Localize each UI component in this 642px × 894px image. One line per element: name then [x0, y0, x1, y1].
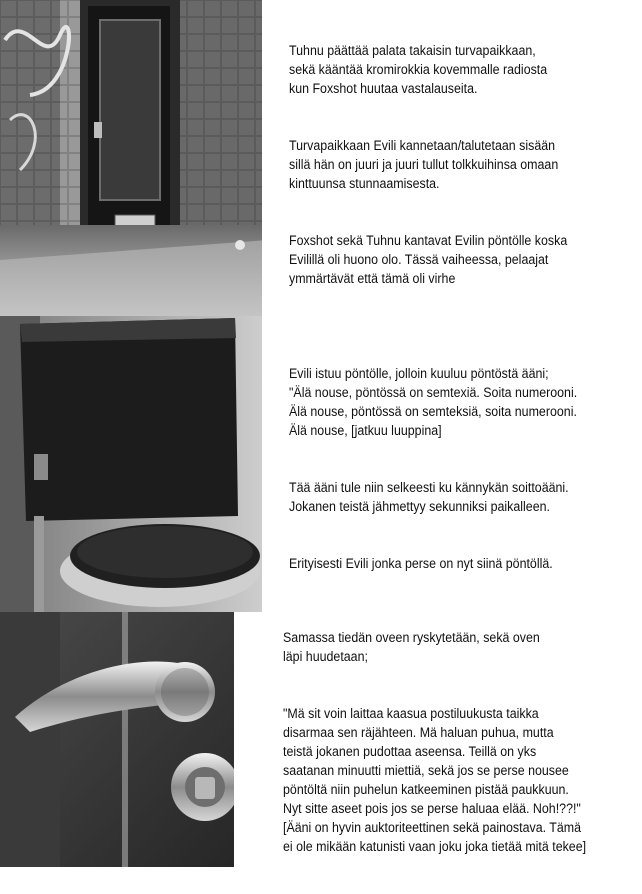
door-handle-photo — [0, 612, 240, 867]
block-2-paragraph-2: Tää ääni tule niin selkeesti ku kännykän soittoääni. Jokanen teistä jähmettyy sekunniksi paikalleen. — [289, 480, 569, 514]
block-2-paragraph-1: Evili istuu pöntölle, jolloin kuuluu pöntöstä ääni; "Älä nouse, pöntössä on semtexiä. Soita numerooni. Älä nouse, pöntössä on semteksiä, soita numerooni. Älä nouse, [jatkuu luuppina] — [289, 366, 578, 438]
story-block-3 — [283, 609, 637, 894]
abandoned-doorway-photo — [0, 0, 268, 316]
block-2-paragraph-3: Erityisesti Evili jonka perse on nyt siinä pöntöllä. — [289, 556, 553, 571]
block-1-paragraph-3: Foxshot sekä Tuhnu kantavat Evilin pöntölle koska Evilillä oli huono olo. Tässä vaiheessa, pelaajat ymmärtävät että tämä oli virhe — [289, 233, 568, 286]
toilet-tank-photo — [0, 316, 268, 612]
story-block-2 — [289, 345, 639, 611]
block-3-paragraph-2: "Mä sit voin laittaa kaasua postiluukusta taikka disarmaa sen räjähteen. Mä haluan puhua, mutta teistä jokanen pudottaa aseensa. Teillä on yks saatanan minuutti miettiä, sekä jos se perse nousee pöntöltä niin puhelun katkeeminen pistää paukkuun. Nyt sitte aseet pois jos se perse haluaa elää. Noh!??!" [Ääni on hyvin auktoriteettinen sekä painostava. Tämä ei ole mikään katunisti vaan joku joka tietää mitä tekee] — [283, 706, 587, 854]
block-1-paragraph-2: Turvapaikkaan Evili kannetaan/talutetaan sisään sillä hän on juuri ja juuri tullut tolkkuihinsa omaan kinttuunsa stunnaamisesta. — [289, 138, 559, 191]
block-3-paragraph-1: Samassa tiedän oveen ryskytetään, sekä oven läpi huudetaan; — [283, 630, 540, 664]
story-block-1 — [289, 22, 620, 326]
block-1-paragraph-1: Tuhnu päättää palata takaisin turvapaikkaan, sekä kääntää kromirokkia kovemmalle radiosta kun Foxshot huutaa vastalauseita. — [289, 43, 548, 96]
